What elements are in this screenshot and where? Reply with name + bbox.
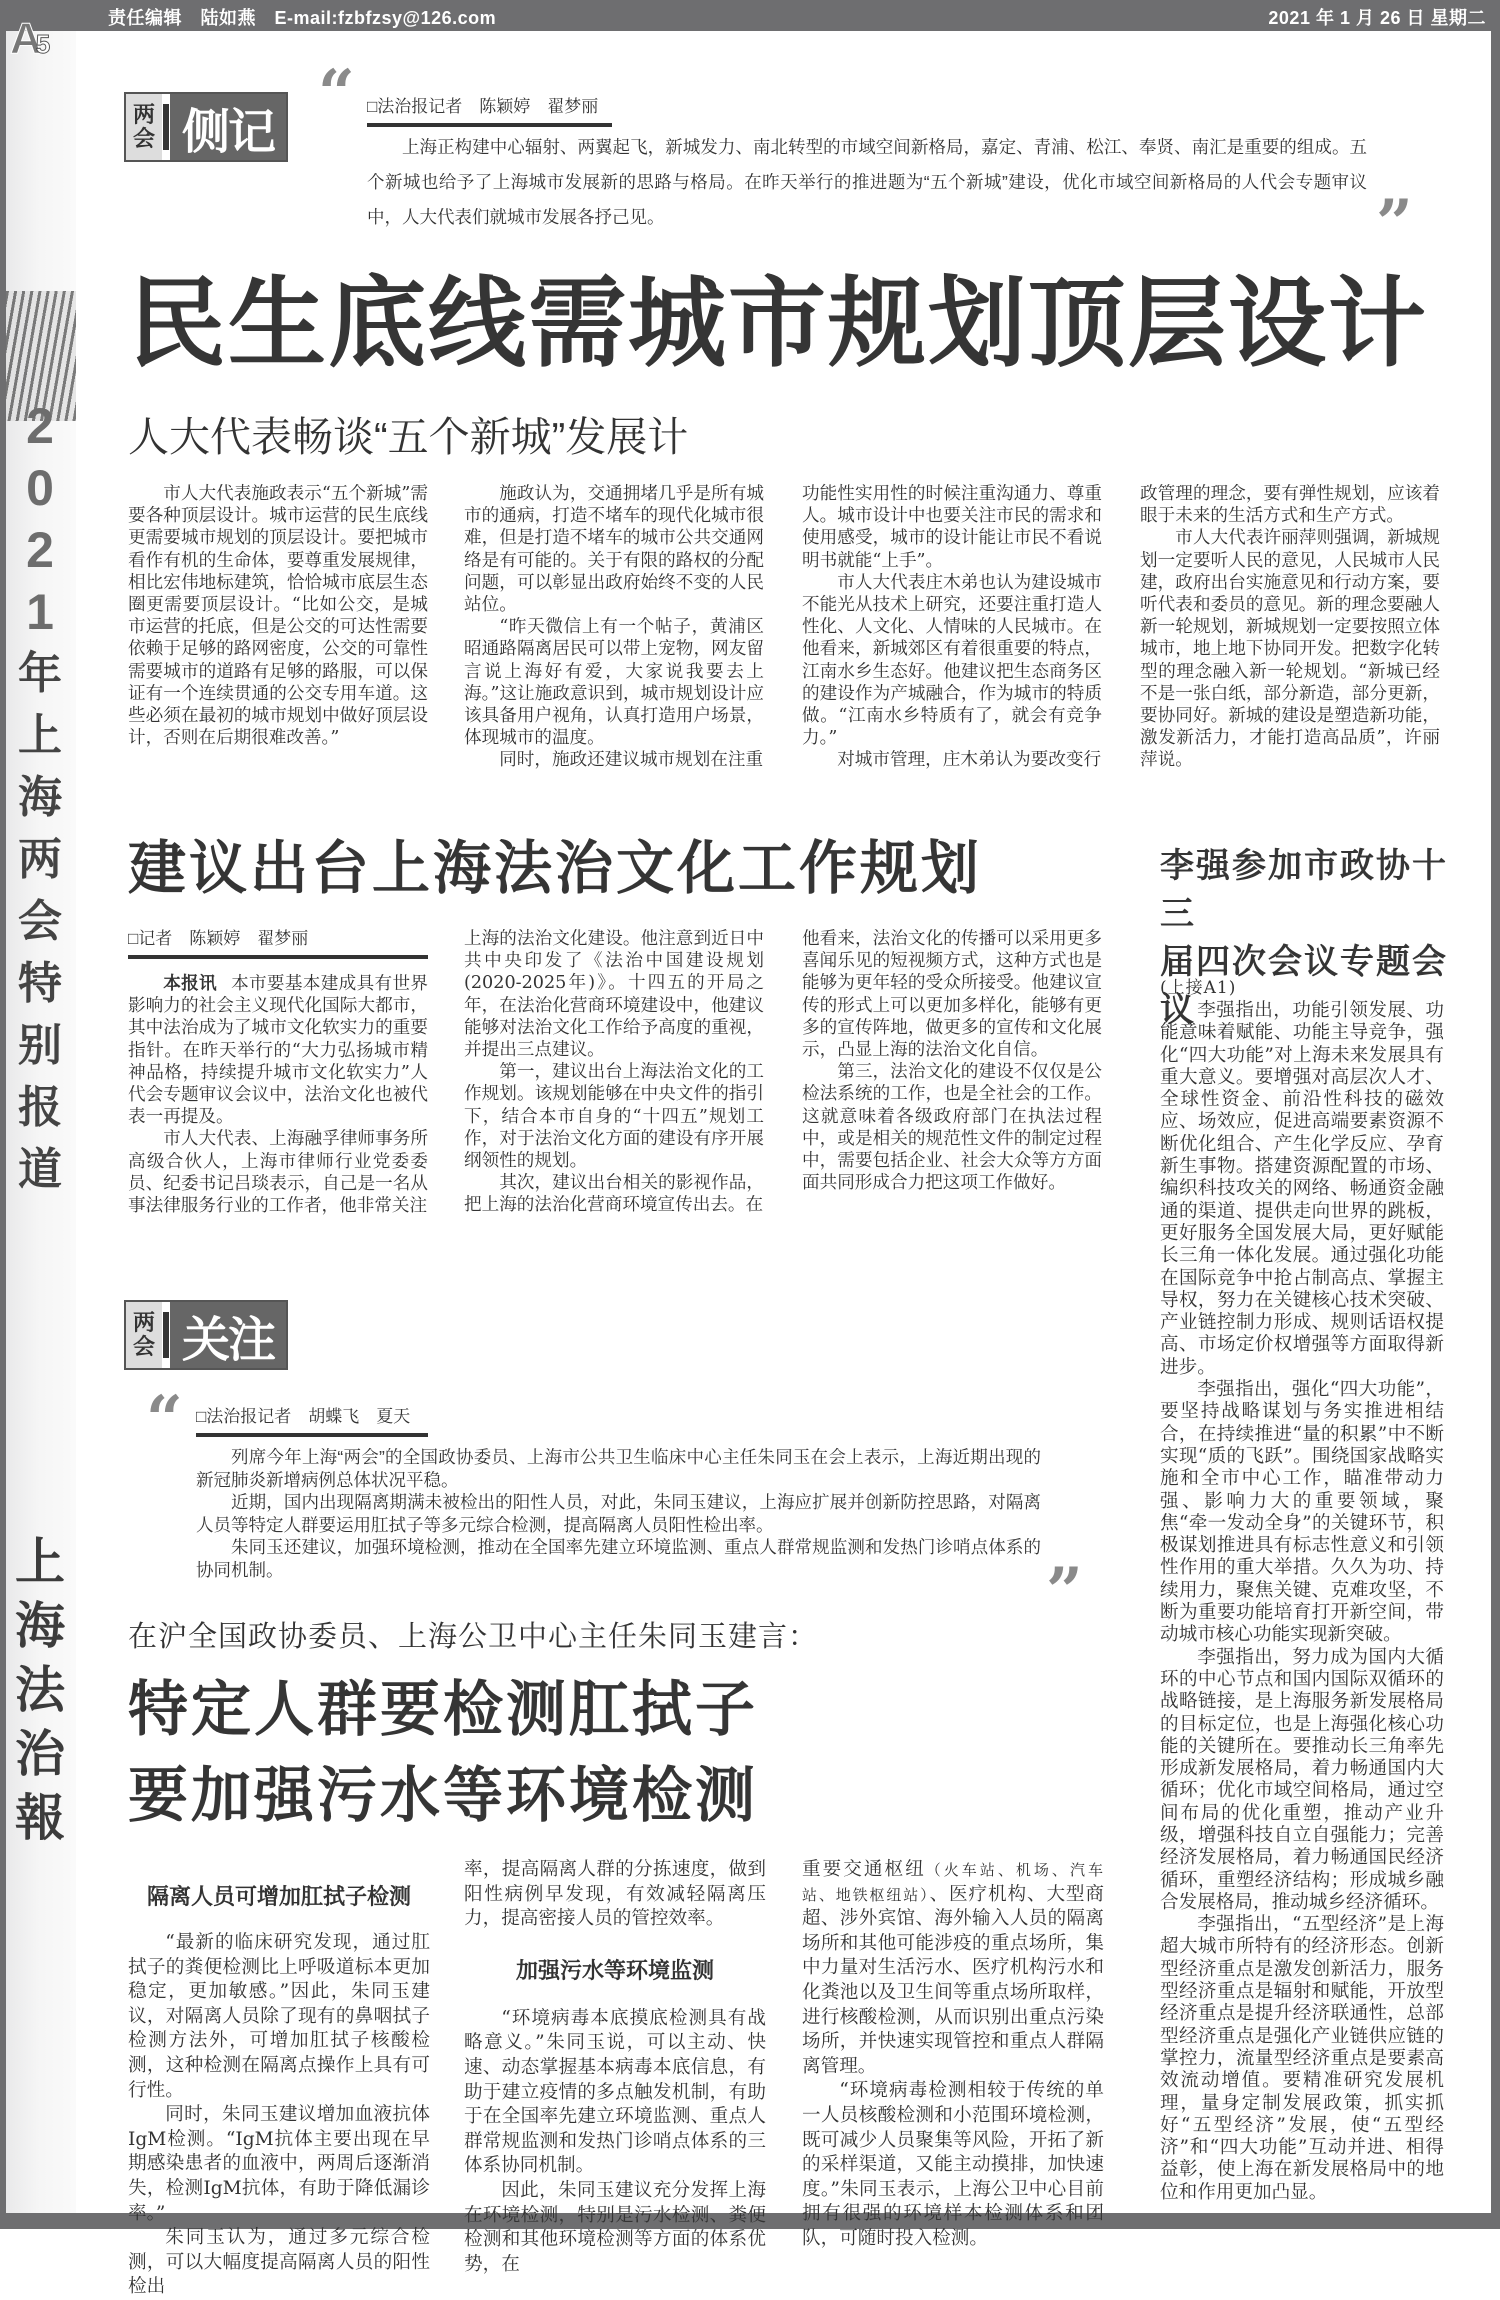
- paragraph: 功能性实用性的时候注重沟通力、尊重人。城市设计中也要关注市民的需求和使用感受，城市的设计能让市民不看说明书就能“上手”。: [802, 484, 1102, 571]
- article-column: [128, 483, 428, 749]
- paragraph: 对城市管理，庄木弟认为要改变行: [837, 750, 1102, 771]
- right-border: [1491, 31, 1500, 2213]
- editor-info: 责任编辑 陆如燕 E-mail:fzbfzsy@126.com: [108, 8, 497, 28]
- title-char: 道: [18, 1145, 62, 1194]
- byline: □法治报记者 胡蝶飞 夏天: [196, 1402, 428, 1437]
- intro-paragraph: 近期，国内出现隔离期满未被检出的阳性人员，对此，朱同玉建议，上海应扩展并创新防控思路，对隔离人员等特定人群要运用肛拭子等多元综合检测，提高隔离人员阳性检出率。: [196, 1492, 1041, 1535]
- paragraph: 市人大代表、上海融孚律师事务所高级合伙人，上海市律师行业党委委员、纪委书记吕琰表示，自己是一名从事法律服务行业的工作者，他非常关注: [128, 1129, 428, 1217]
- open-quote-icon: “: [318, 56, 355, 131]
- headline-line: 届四次会议专题会议: [1160, 943, 1448, 1029]
- paragraph-text: 重要交通枢纽: [802, 1859, 926, 1880]
- article-column: [128, 972, 428, 1217]
- article-column: [1140, 483, 1440, 772]
- page-letter: A: [10, 14, 36, 63]
- intro-paragraph: 朱同玉还建议，加强环境检测，推动在全国率先建立环境监测、重点人群常规监测和发热门诊哨点体系的协同机制。: [196, 1537, 1041, 1580]
- paragraph: 率，提高隔离人群的分拣速度，做到阳性病例早发现，有效减轻隔离压力，提高密接人员的管控效率。: [464, 1859, 766, 1930]
- continued-from-note: (上接A1): [1160, 978, 1237, 998]
- badge-small-char: 会: [132, 1334, 155, 1359]
- section-subhead: 隔离人员可增加肛拭子检测: [146, 1884, 411, 1909]
- logo-char: 上: [15, 1532, 65, 1591]
- article-column: [128, 1866, 430, 2300]
- article-column: [464, 483, 764, 772]
- article-column: [464, 928, 764, 1217]
- article-body: [1160, 1000, 1444, 2204]
- title-char: 两: [18, 835, 62, 884]
- paragraph: 同时，朱同玉建议增加血液抗体IgM检测。“IgM抗体主要出现在早期感染患者的血液中，两周后逐渐消失，检测IgM抗体，有助于降低漏诊率。”: [128, 2104, 430, 2224]
- logo-char: 報: [15, 1788, 65, 1847]
- section-badge-focus: [124, 1300, 288, 1370]
- badge-label: 侧记: [170, 94, 286, 160]
- badge-small-char: 会: [132, 126, 155, 151]
- paragraph: 李强指出，功能引领发展、功能意味着赋能、功能主导竞争，强化“四大功能”对上海未来发展具有重大意义。要增强对高层次人才、全球性资金、前沿性科技的磁效应、场效应，促进高端要素资源不断优化组合、产生化学反应、孕育新生事物。搭建资源配置的市场、编织科技攻关的网络、畅通资金融通的渠道、提供走向世界的跳板，更好服务全国发展大局，更好赋能长三角一体化发展。通过强化功能在国际竞争中抢占制高点、掌握主导权，努力在关键核心技术突破、产业链控制力形成、规则话语权提高、市场定价权增强等方面取得新进步。: [1160, 1000, 1444, 1378]
- intro-paragraph: 列席今年上海“两会”的全国政协委员、上海市公共卫生临床中心主任朱同玉在会上表示，上海近期出现的新冠肺炎新增病例总体状况平稳。: [196, 1447, 1041, 1490]
- title-char: 海: [18, 773, 62, 822]
- dateline-label: 本报讯: [163, 973, 217, 993]
- intro-paragraph: 上海正构建中心辐射、两翼起飞，新城发力、南北转型的市域空间新格局，嘉定、青浦、松江、奉贤、南汇是重要的组成。五个新城也给予了上海城市发展新的思路与格局。在昨天举行的推进题为“五个新城”建设，优化市域空间新格局的人代会专题审议中，人大代表们就城市发展各抒己见。: [367, 137, 1367, 227]
- article-body: [802, 2079, 1104, 2251]
- article-column: [1160, 976, 1444, 2204]
- paragraph: 市人大代表施政表示“五个新城”需要各种顶层设计。城市运营的民生底线更需要城市规划的顶层设计。要把城市看作有机的生命体，要尊重发展规律，相比宏伟地标建筑，恰恰城市底层生态圈更需要顶层设计。“比如公交，是城市运营的托底，但是公交的可达性需要依赖于足够的路网密度，公交的可靠性需要城市的道路有足够的路服，可以保证有一个连续贯通的公交专用车道。这些必须在最初的城市规划中做好顶层设计，否则在后期很难改善。”: [128, 484, 428, 749]
- badge-small-char: 两: [132, 1310, 155, 1335]
- article-headline: 建议出台上海法治文化工作规划: [128, 836, 983, 901]
- badge-small-char: 两: [132, 102, 155, 127]
- parenthetical-note: （火车站、机场、汽车站、地铁枢纽站）: [802, 1861, 1104, 1904]
- article-column: [802, 928, 1102, 1194]
- paragraph: 李强指出，“五型经济”是上海超大城市所特有的经济形态。创新型经济重点是激发创新活力，服务型经济重点是辐射和赋能，开放型经济重点是提升经济联通性，总部型经济重点是强化产业链供应链的掌控力，流量型经济重点是要素高效流动增值。要精准研究发展机理，量身定制发展政策，抓实抓好“五型经济”发展，使“五型经济”和“四大功能”互动并进、相得益彰，使上海在新发展格局中的地位和作用更加凸显。: [1160, 1914, 1444, 2203]
- article-column: [802, 483, 1102, 772]
- close-quote-icon: ”: [1376, 186, 1413, 261]
- paragraph: 上海的法治文化建设。他注意到近日中共中央印发了《法治中国建设规划(2020-2025年)》。十四五的开局之年，在法治化营商环境建设中，他建议能够对法治文化工作给予高度的重视，并提出三点建议。: [464, 929, 764, 1061]
- paragraph: 李强指出，努力成为国内大循环的中心节点和国内国际双循环的战略链接，是上海服务新发展格局的目标定位，也是上海强化核心功能的关键所在。要推动长三角率先形成新发展格局，着力畅通国内大循环；优化市域空间格局，通过空间布局的优化重塑，推动产业升级，增强科技自立自强能力；完善经济发展格局，着力畅通国民经济循环，重塑经济结构；形成城乡融合发展格局，推动城乡经济循环。: [1160, 1646, 1444, 1913]
- title-char: 特: [18, 959, 62, 1008]
- special-report-vertical-title: [14, 395, 66, 1201]
- paragraph: 朱同玉认为，通过多元综合检测，可以大幅度提高隔离人员的阳性检出: [128, 2227, 430, 2298]
- paragraph: 第一，建议出台上海法治文化的工作规划。该规划能够在中央文件的指引下，结合本市自身的“十四五”规划工作，对于法治文化方面的建设有序开展纲领性的规划。: [464, 1062, 764, 1172]
- paragraph: 他看来，法治文化的传播可以采用更多喜闻乐见的短视频方式，这种方式也是能够为更年轻的受众所接受。他建议宣传的形式上可以更加多样化，能够有更多的宣传阵地，做更多的宣传和文化展示，凸显上海的法治文化自信。: [802, 929, 1102, 1061]
- article-headline-line: 特定人群要检测肛拭子: [128, 1676, 758, 1743]
- page-number: [10, 14, 44, 64]
- title-char: 报: [18, 1083, 62, 1132]
- paragraph: “最新的临床研究发现，通过肛拭子的粪便检测比上呼吸道标本更加稳定，更加敏感。”因此，朱同玉建议，对隔离人员除了现有的鼻咽拭子检测方法外，可增加肛拭子核酸检测，这种检测在隔离点操作上具有可行性。: [128, 1932, 430, 2101]
- section-subhead: 加强污水等环境监测: [515, 1957, 714, 1983]
- headline-kicker: 在沪全国政协委员、上海公卫中心主任朱同玉建言：: [128, 1621, 819, 1653]
- page-digit: 5: [35, 29, 45, 59]
- year-digit: 0: [26, 460, 54, 516]
- close-quote-icon: ”: [1046, 1554, 1083, 1629]
- article-intro: [367, 130, 1367, 235]
- byline: □法治报记者 陈颖婷 翟梦丽: [367, 92, 612, 127]
- article-body: [128, 1931, 430, 2300]
- paragraph: 同时，施政还建议城市规划在注重: [499, 750, 764, 771]
- article-column: [464, 1858, 766, 2277]
- paragraph: 施政认为，交通拥堵几乎是所有城市的通病，打造不堵车的现代化城市很难，但是打造不堵车的城市公共交通网络是有可能的。关于有限的路权的分配问题，可以彰显出政府始终不变的人民站位。: [464, 484, 764, 616]
- paragraph: 市人大代表许丽萍则强调，新城规划一定要听人民的意见，人民城市人民建，政府出台实施意见和行动方案，要听代表和委员的意见。新的理念要融人新一轮规划，新城规划一定要按照立体城市，地上地下协同开发。把数字化转型的理念融入新一轮规划。“新城已经不是一张白纸，部分新造，部分更新，要协同好。新城的建设是塑造新功能，激发新活力，才能打造高品质”，许丽萍说。: [1140, 528, 1440, 771]
- year-digit: 2: [26, 398, 54, 454]
- article-column: [802, 1858, 1104, 2252]
- paragraph-text: 、医疗机构、大型商超、涉外宾馆、海外输入人员的隔离场所和其他可能涉疫的重点场所，集中力量对生活污水、医疗机构污水和化粪池以及卫生间等重点场所取样，进行核酸检测，从而识别出重点污染场所，并快速实现管控和重点人群隔离管理。: [802, 1883, 1104, 2077]
- issue-date: 2021 年 1 月 26 日 星期二: [1268, 8, 1486, 28]
- section-badge-sideline: [124, 92, 288, 162]
- main-headline: 民生底线需城市规划顶层设计: [128, 268, 1429, 378]
- logo-char: 法: [15, 1660, 65, 1719]
- paragraph: 其次，建议出台相关的影视作品，把上海的法治化营商环境宣传出去。在: [464, 1173, 764, 1216]
- article-intro: [196, 1446, 1041, 1581]
- paragraph: “环境病毒检测相较于传统的单一人员核酸检测和小范围环境检测，既可减少人员聚集等风险，开拓了新的采样渠道，又能主动摸排，加快速度。”朱同玉表示，上海公卫中心目前拥有很强的环境样本检测体系和团队，可随时投入检测。: [802, 2080, 1104, 2249]
- title-char: 年: [18, 649, 62, 698]
- article-headline-line: 要加强污水等环境检测: [128, 1762, 758, 1829]
- article-body: [464, 2007, 766, 2278]
- sub-headline: 人大代表畅谈“五个新城”发展计: [128, 414, 689, 460]
- paragraph: 第三，法治文化的建设不仅仅是公检法系统的工作，也是全社会的工作。这就意味着各级政府部门在执法过程中，或是相关的规范性文件的制定过程中，需要包括企业、社会大众等方方面面共同形成合力把这项工作做好。: [802, 1062, 1102, 1194]
- page-header-bar: [0, 0, 1500, 31]
- logo-char: 海: [15, 1596, 65, 1655]
- title-char: 别: [18, 1021, 62, 1070]
- article-body: [464, 1858, 766, 1932]
- paragraph: “环境病毒本底摸底检测具有战略意义。”朱同玉说，可以主动、快速、动态掌握基本病毒本底信息，有助于建立疫情的多点触发机制，有助于在全国率先建立环境监测、重点人群常规监测和发热门诊哨点体系的三体系协同机制。: [464, 2007, 766, 2177]
- newspaper-logo: [8, 1530, 72, 1850]
- headline-line: 李强参加市政协十三: [1160, 847, 1448, 933]
- year-digit: 1: [26, 584, 54, 640]
- paragraph: 李强指出，强化“四大功能”，要坚持战略谋划与务实推进相结合，在持续推进“量的积累”中不断实现“质的飞跃”。围绕国家战略实施和全市中心工作，瞄准带动力强、影响力大的重要领域，聚焦“牵一发动全身”的关键环节，积极谋划推进具有标志性意义和引领性作用的重大举措。久久为功、持续用力，聚焦关键、克难攻坚，不断为重要功能培育打开新空间，带动城市核心功能实现新突破。: [1160, 1379, 1444, 1646]
- title-char: 会: [18, 897, 62, 946]
- paragraph: “昨天微信上有一个帖子，黄浦区昭通路隔离居民可以带上宠物，网友留言说上海好有爱，大家说我要去上海。”这让施政意识到，城市规划设计应该具备用户视角，认真打造用户场景，体现城市的温度。: [464, 617, 764, 749]
- logo-char: 治: [15, 1724, 65, 1783]
- paragraph: 本报讯 本市要基本建成具有世界影响力的社会主义现代化国际大都市，其中法治成为了城市文化软实力的重要指针。在昨天举行的“大力弘扬城市精神品格，持续提升城市文化软实力”人代会专题审议会议中，法治文化也被代表一再提及。: [128, 973, 428, 1128]
- title-char: 上: [18, 711, 62, 760]
- paragraph: 因此，朱同玉建议充分发挥上海在环境检测，特别是污水检测、粪便检测和其他环境检测等方面的体系优势，在: [464, 2179, 766, 2275]
- open-quote-icon: “: [146, 1382, 183, 1457]
- paragraph: 市人大代表庄木弟也认为建设城市不能光从技术上研究，还要注重打造人性化、人文化、人情味的人民城市。在他看来，新城郊区有着很重要的特点，江南水乡生态好。他建议把生态商务区的建设作为产城融合，作为城市的特质做。“江南水乡特质有了，就会有竞争力。”: [802, 572, 1102, 749]
- badge-label: 关注: [170, 1302, 286, 1368]
- paragraph: 政管理的理念，要有弹性规划，应该着眼于未来的生活方式和生产方式。: [1140, 484, 1440, 527]
- byline: □记者 陈颖婷 翟梦丽: [128, 924, 428, 959]
- year-digit: 2: [26, 522, 54, 578]
